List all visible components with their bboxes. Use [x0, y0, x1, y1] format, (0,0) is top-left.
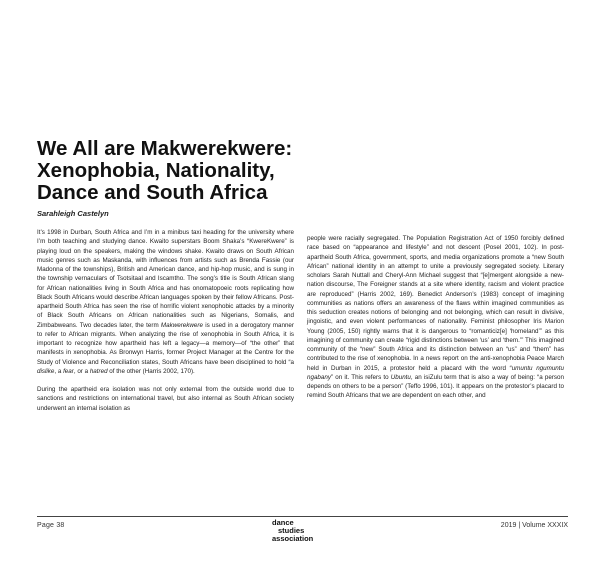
paragraph-3 — [307, 234, 564, 401]
paragraph-1-text-e: , a — [54, 367, 64, 375]
paragraph-1-text-i: of the other (Harris 2002, 170). — [107, 367, 195, 375]
article-author: Sarahleigh Castelyn — [37, 209, 109, 218]
paragraph-3-text-c: ” on it. This refers to — [330, 373, 391, 381]
logo-line-dance: dance — [272, 518, 294, 527]
paragraph-3-text-e: , an isiZulu term that is also a way of being: “a person depends on others to be a person” (Teffo 1996, 101). It appears on the protestor’s placard to remind South Africans that we are dependent on each other, and — [307, 373, 564, 400]
paragraph-1 — [37, 228, 294, 376]
paragraph-1-text-c: is used in a derogatory manner to refer to African migrants. When analyzing the rise of xenophobia in South Africa, it is important to recognize how apartheid has left a legacy—a memory—of “the other” that manifests in xenophobia. As Bronwyn Harris, former Project Manager at the Centre for the Study of Violence and Reconciliation states, South Africans have been disciplined to hold “a — [37, 321, 294, 366]
issue-info: 2019 | Volume XXXIX — [500, 522, 568, 529]
paragraph-3-text-a: people were racially segregated. The Population Registration Act of 1950 forcibly defined race based on “appearance and lifestyle” and not descent (Posel 2001, 102). In post-apartheid South Africa, government, sports, and media organizations promote a “new South African” national identity in an attempt to unite a previously segregated society. Literary scholars Sarah Nuttall and Cheryl-Ann Michael suggest that “[e]mergent alongside a new-nation discourse, The Foreigner stands at a site where identity, racism and violent practice are reproduced” (Harris 2002, 169). Benedict Anderson’s (1983) concept of imagining communities as nations offers an awareness of the flaws within imagined communities as this seduction creates notions of belonging and not belonging, which can result in divisive, jingoistic, and even violent performances of nationality. Feminist philosopher Iris Marion Young (2005, 150) rightly warns that it is dangerous to “romanticiz[e] ‘homeland’” as this imagining of community can create “rigid distinctions between ‘us’ and ‘them.’” This imagined community of the “new” South Africa and its distinction between an “us” and “them” has contributed to the rise of xenophobia. In a news report on the anti-xenophobia Peace March held in Durban in 2015, a protestor held a placard with the word “ — [307, 235, 564, 372]
page-number — [37, 522, 65, 529]
right-column — [307, 234, 564, 410]
paragraph-1-italic-dislike: dislike — [37, 367, 55, 375]
logo-line-association: association — [272, 534, 314, 543]
page-label: Page — [37, 522, 55, 529]
paragraph-1-italic-fear: fear — [63, 367, 74, 375]
paragraph-3-italic-phrase: umuntu ngumuntu ngabany — [307, 364, 564, 381]
paragraph-1-italic-term: Makwerekwere — [160, 321, 203, 329]
journal-logo — [272, 519, 334, 543]
page-number-value: 38 — [56, 522, 65, 529]
logo-line-studies: studies — [278, 526, 305, 535]
left-column — [37, 228, 294, 422]
article-title: We All are Makwerekwere: Xenophobia, Nationality, Dance and South Africa — [37, 137, 293, 204]
paragraph-1-text-g: , or a — [73, 367, 90, 375]
paragraph-1-text-a: It’s 1998 in Durban, South Africa and I’m in a minibus taxi heading for the university where I’m both teaching and studying dance. Kwaito superstars Boom Shaka’s “KwereKwere” is playing loud on the speakers, making the windows shake. Kwaito draws on South African music genres such as Maskanda, with influences from artists such as Brenda Fassie (our Madonna of the townships), British and American dance, and hip-hop music, and is sung in the township vernaculars of Tsotsitaal and Iscamtho. The song’s title is South African slang for African nationalities living in South Africa and has onomatopoeic roots replicating how Black South Africans would describe African languages spoken by their fellow Africans. Post-apartheid South Africa has seen the rise of horrific violent xenophobic attacks by a minority of Black South Africans on African nationalities such as Nigerians, Somalis, and Zimbabweans. Two decades later, the term — [37, 229, 294, 329]
paragraph-3-italic-ubuntu: Ubuntu — [390, 373, 411, 381]
paragraph-2: During the apartheid era isolation was not only external from the outside world due to sanctions and restrictions on international travel, but also internal as South African society underwent an internal isolation as — [37, 386, 294, 412]
footer-divider — [37, 516, 568, 517]
paragraph-1-italic-hatred: hatred — [89, 367, 108, 375]
